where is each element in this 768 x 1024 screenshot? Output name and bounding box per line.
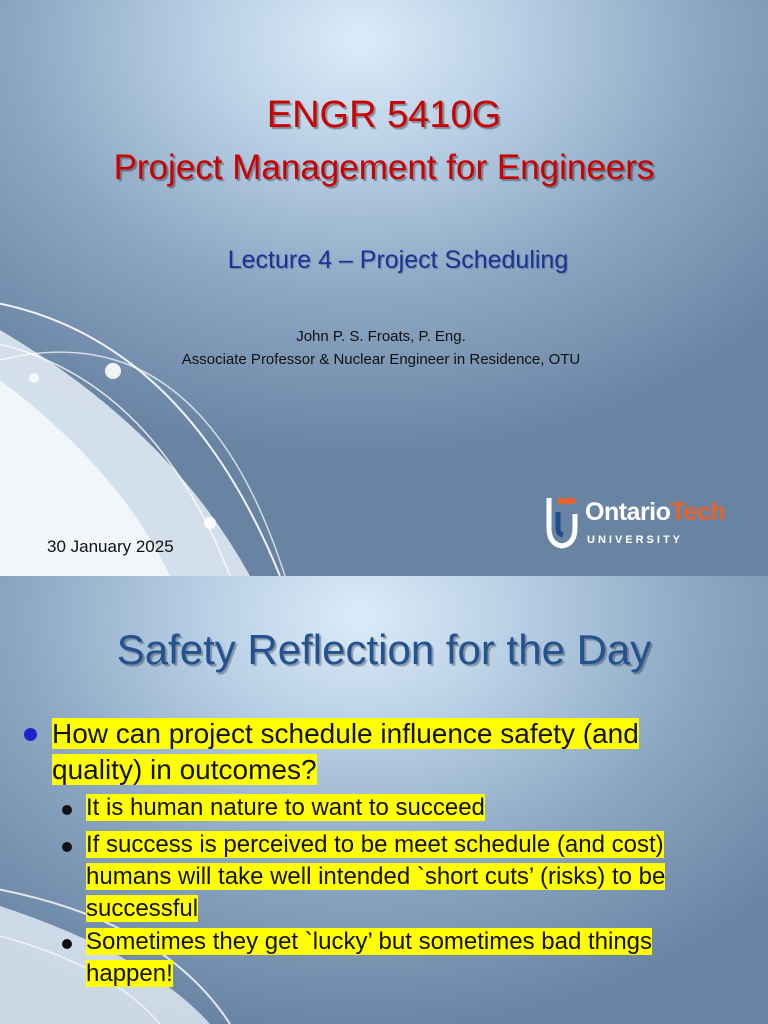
sub-point: If success is perceived to be meet schedule (and cost) humans will take well intended `short cuts’ (risks) to be successful [86,831,666,922]
course-code: ENGR 5410G [266,94,502,136]
ontario-tech-logo [544,494,729,550]
bullet-icon [24,728,37,741]
logo-wordmark: OntarioTech [585,498,725,526]
lecture-date: 30 January 2025 [47,537,174,556]
safety-slide [0,576,768,1024]
main-question: How can project schedule influence safety (and quality) in outcomes? [52,718,639,785]
logo-subtitle: UNIVERSITY [587,534,684,546]
shield-logo-icon [544,494,580,550]
author-role: Associate Professor & Nuclear Engineer in Residence, OTU [181,351,581,368]
author-name: John P. S. Froats, P. Eng. [296,328,466,345]
bullet-icon [62,842,72,852]
bullet-icon [62,939,72,949]
sub-point: Sometimes they get `lucky’ but sometimes bad things happen! [86,928,653,987]
slide-title: Safety Reflection for the Day [116,626,652,673]
lecture-title: Lecture 4 – Project Scheduling [227,246,569,274]
course-title: Project Management for Engineers [113,148,655,187]
sub-point: It is human nature to want to succeed [86,794,485,821]
bullet-icon [62,805,72,815]
